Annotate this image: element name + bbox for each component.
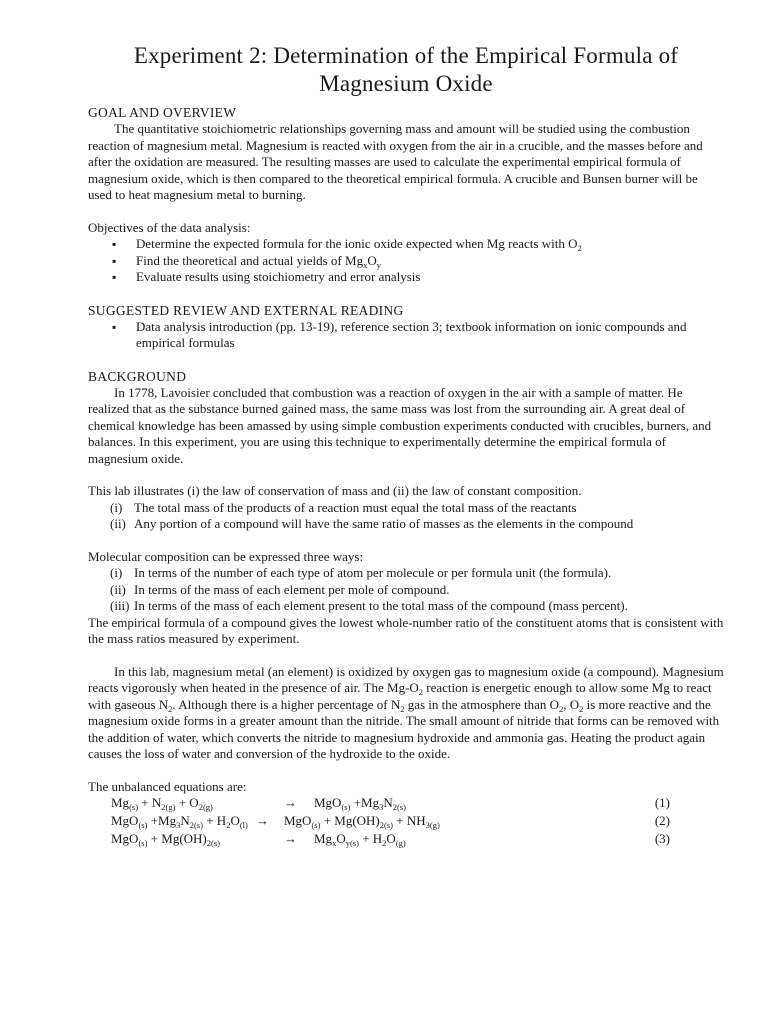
review-heading: SUGGESTED REVIEW AND EXTERNAL READING — [88, 302, 404, 318]
objectives-intro: Objectives of the data analysis: — [88, 219, 251, 235]
equation-2: $MgO_{(s)} +Mg_3N_{2(s)} + H_2O_{(l)}$ → $MgO_{(s)} + Mg(OH)_{2(s)} + NH_{3(g)}$ (2) — [111, 813, 670, 830]
composition-item: (i) In terms of the number of each type of atom per molecule or per formula unit (the formula). — [110, 565, 612, 580]
document-page — [88, 42, 724, 849]
review-list — [88, 319, 724, 352]
objective-item: ▪ Evaluate results using stoichiometry and error analysis — [88, 269, 724, 286]
magnesium-paragraph: In this lab, magnesium metal (an element) is oxidized by oxygen gas to magnesium oxide (a compound). Magnesium reacts vigorously when heated in the presence of air. The $Mg-O_2$ reaction is energetic enough to allow some Mg to react with gaseous $N_2$. Although there is a higher percentage of $N_2$ gas in the atmosphere than $O_2$, $O_2$ is more reactive and the magnesium oxide forms in a greater amount than the nitride. The small amount of nitride that forms can be removed with the addition of water, which converts the nitride to magnesium hydroxide and ammonia gas. Heating the product again causes the loss of water and conversion of the hydroxide to the oxide. — [88, 663, 724, 761]
equations-intro: The unbalanced equations are: — [88, 778, 247, 794]
equation-1: $Mg_{(s)} + N_{2(g)} + O_{2(g)}$ → $MgO_{(s)} +Mg_3N_{2(s)}$ (1) — [111, 795, 670, 812]
law-item: (ii) Any portion of a compound will have the same ratio of masses as the elements in the compound — [110, 516, 634, 531]
goal-paragraph: The quantitative stoichiometric relationships governing mass and amount will be studied using the combustion reaction of magnesium metal. Magnesium is reacted with oxygen from the air in a crucible, and the masses before and after the oxidation are measured. The resulting masses are used to calculate the experimental empirical formula of magnesium oxide, which is then compared to the theoretical empirical formula. A crucible and Bunsen burner will be used to heat magnesium metal to burning. — [88, 121, 703, 202]
composition-list — [88, 565, 724, 615]
objectives-list — [88, 236, 724, 286]
empirical-formula-paragraph: The empirical formula of a compound gives the lowest whole-number ratio of the constituent atoms that is consistent with the mass ratios measured by experiment. — [88, 614, 724, 646]
composition-item: (ii) In terms of the mass of each element per mole of compound. — [110, 581, 450, 597]
objective-item: ▪ Find the theoretical and actual yields of $Mg_xO_y$ — [88, 253, 724, 270]
goal-heading: GOAL AND OVERVIEW — [88, 105, 237, 120]
law-item: (i) The total mass of the products of a reaction must equal the total mass of the reactants — [110, 499, 577, 515]
laws-list — [88, 500, 724, 533]
objective-item: ▪ Determine the expected formula for the ionic oxide expected when Mg reacts with $O_2$ — [88, 236, 724, 253]
background-heading: BACKGROUND — [88, 368, 187, 384]
review-item: ▪ Data analysis introduction (pp. 13-19), reference section 3; textbook information on ionic compounds and empirical formulas — [88, 319, 724, 352]
document-title: Experiment 2: Determination of the Empirical Formula of Magnesium Oxide — [133, 43, 679, 96]
composition-item: (iii) In terms of the mass of each element present to the total mass of the compound (mass percent). — [110, 598, 628, 613]
composition-intro: Molecular composition can be expressed three ways: — [88, 548, 364, 564]
equation-3: $MgO_{(s)} + Mg(OH)_{2(s)}$ → $Mg_xO_{y(s)} + H_2O_{(g)}$ (3) — [111, 831, 670, 848]
laws-intro: This lab illustrates (i) the law of conservation of mass and (ii) the law of constant composition. — [88, 483, 582, 498]
background-paragraph: In 1778, Lavoisier concluded that combustion was a reaction of oxygen in the air with a sample of matter. He realized that as the substance burned gained mass, the same mass was lost from the surrounding air. A great deal of chemical knowledge has been amassed by using simple combustion experiments conducted with crucibles, burners, and balances. In this experiment, you are using this technique to experimentally determine the empirical formula of magnesium oxide. — [88, 384, 712, 466]
